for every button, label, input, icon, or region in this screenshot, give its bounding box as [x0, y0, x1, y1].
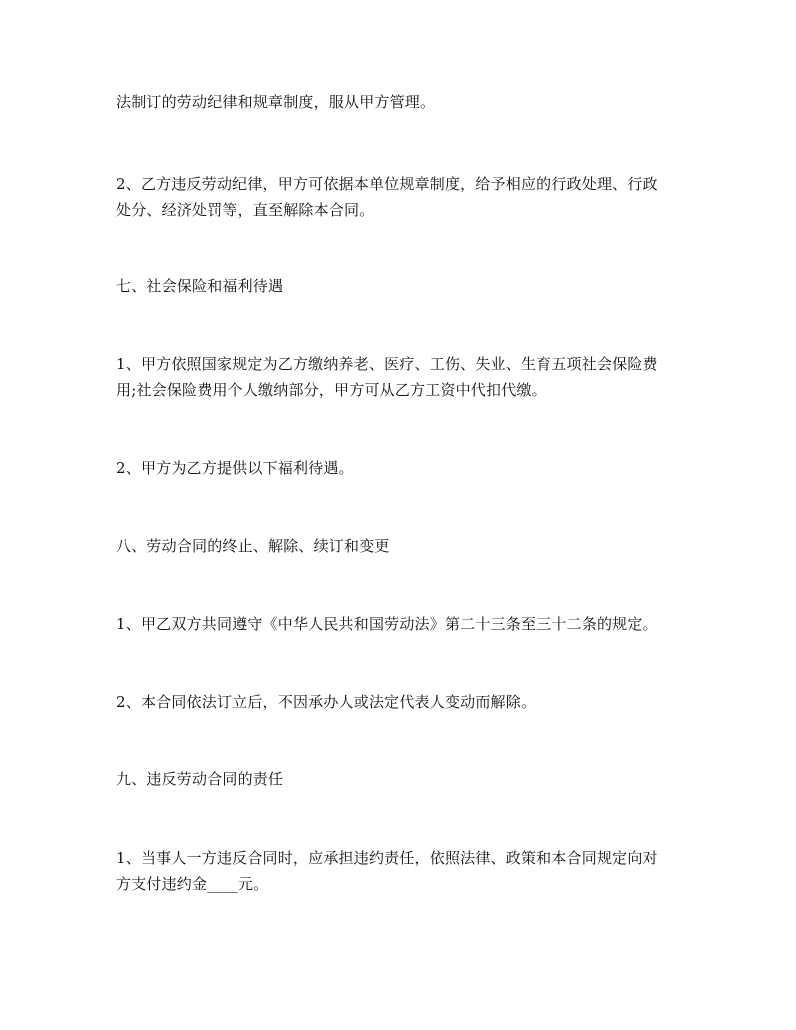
paragraph-text: 1、当事人一方违反合同时，应承担违约责任，依照法律、政策和本合同规定向对 [116, 849, 658, 867]
paragraph-text: 用;社会保险费用个人缴纳部分，甲方可从乙方工资中代扣代缴。 [116, 381, 547, 399]
paragraph-text: 方支付违约金____元。 [116, 875, 269, 893]
section-heading: 八、劳动合同的终止、解除、续订和变更 [116, 537, 390, 555]
paragraph-text: 2、乙方违反劳动纪律，甲方可依据本单位规章制度，给予相应的行政处理、行政 [116, 175, 658, 193]
section-heading: 七、社会保险和福利待遇 [116, 277, 284, 295]
section-heading: 九、违反劳动合同的责任 [116, 770, 284, 788]
paragraph-text: 2、本合同依法订立后，不因承办人或法定代表人变动而解除。 [116, 693, 537, 711]
paragraph-text: 1、甲方依照国家规定为乙方缴纳养老、医疗、工伤、失业、生育五项社会保险费 [116, 355, 658, 373]
paragraph-text: 1、甲乙双方共同遵守《中华人民共和国劳动法》第二十三条至三十二条的规定。 [116, 615, 658, 633]
paragraph-text: 2、甲方为乙方提供以下福利待遇。 [116, 459, 354, 477]
paragraph-text: 处分、经济处罚等，直至解除本合同。 [116, 201, 375, 219]
paragraph-text: 法制订的劳动纪律和规章制度，服从甲方管理。 [116, 93, 436, 111]
